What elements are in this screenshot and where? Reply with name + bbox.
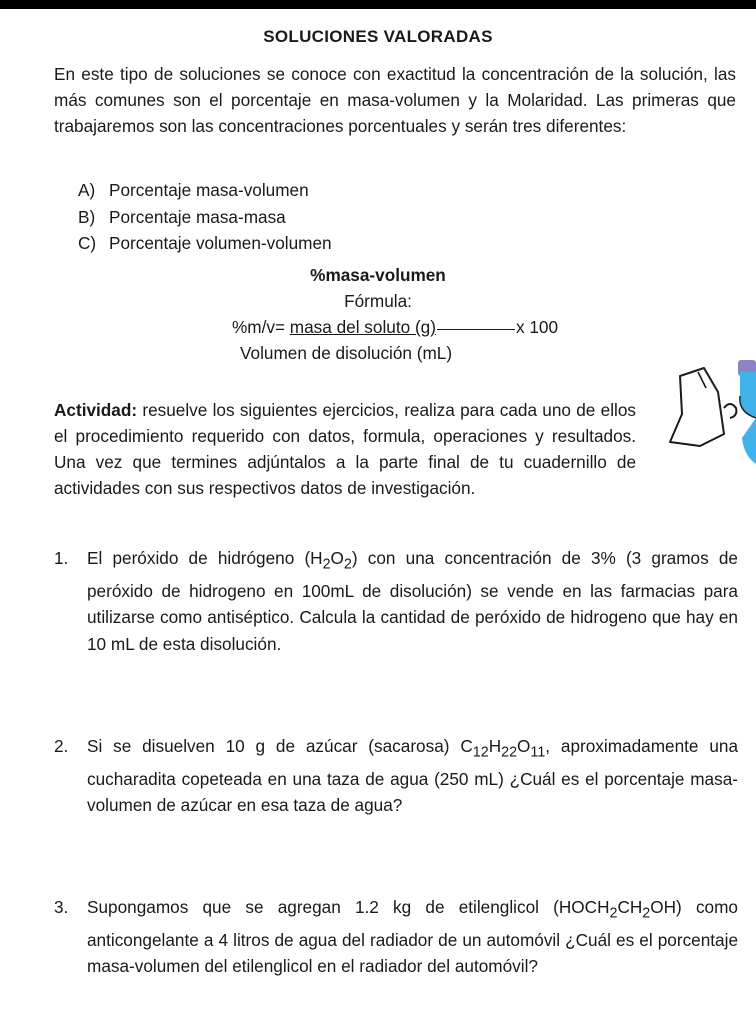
question-text: El peróxido de hidrógeno $(H_2O_2)$ con una concentración de 3% (3 gramos de peróxido de hidrogeno en 100mL de disolución) se vende en las farmacias para utilizarse como antiséptico. Calcula la cantidad de peróxido de hidrogeno que hay en 10 mL de esta disolución. (87, 548, 738, 654)
formula-heading: %masa-volumen (310, 265, 446, 285)
formula-numerator: masa del soluto (g) (289, 317, 436, 337)
activity-paragraph (54, 397, 636, 501)
list-item (78, 204, 332, 231)
question-number: 2. (54, 736, 69, 756)
formula-line (232, 317, 558, 338)
question-1 (54, 545, 738, 657)
question-number: 1. (54, 548, 69, 568)
list-item-label: Porcentaje masa-masa (109, 206, 286, 227)
list-item (78, 177, 332, 204)
intro-paragraph: En este tipo de soluciones se conoce con exactitud la concentración de la solución, las más comunes son el porcentaje en masa-volumen y la Molaridad. Las primeras que trabajaremos son las concentraciones porcentuales y serán tres diferentes: (54, 64, 736, 136)
list-item-label: Porcentaje volumen-volumen (109, 233, 332, 253)
page-title: SOLUCIONES VALORADAS (263, 27, 493, 46)
formula-denominator: Volumen de disolución (mL) (240, 343, 453, 363)
list-item-letter: B) (78, 206, 96, 227)
top-black-bar (0, 0, 756, 9)
formula-label: Fórmula: (344, 291, 412, 311)
list-item (78, 230, 332, 257)
formula-lhs: %m/v= (232, 317, 286, 337)
lab-flask-illustration (640, 352, 756, 472)
list-item-label: Porcentaje masa-volumen (109, 180, 309, 200)
fraction-line (437, 329, 515, 330)
list-item-letter: C) (78, 233, 97, 253)
activity-label: Actividad: (54, 400, 138, 420)
question-3 (54, 894, 738, 980)
activity-text: resuelve los siguientes ejercicios, realiza para cada uno de ellos el procedimiento requerido con datos, formula, operaciones y resultados. Una vez que termines adjúntalos a la parte final de tu cuadernillo de actividades con sus respectivos datos de investigación. (54, 400, 636, 498)
list-item-letter: A) (78, 180, 96, 200)
concentration-types-list (78, 177, 332, 257)
formula-factor: x 100 (515, 317, 559, 337)
question-text: Supongamos que se agregan 1.2 kg de etilenglicol $(HOCH_2CH_2OH)$ como anticongelante a 4 litros de agua del radiador de un automóvil ¿Cuál es el porcentaje masa-volumen del etilenglicol en el radiador del automóvil? (87, 897, 738, 977)
question-text: Si se disuelven 10 g de azúcar (sacarosa) $C_{12}H_{22}O_{11}$, aproximadamente una cucharadita copeteada en una taza de agua (250 mL) ¿Cuál es el porcentaje masa-volumen de azúcar en esa taza de agua? (87, 736, 738, 816)
question-number: 3. (54, 897, 69, 917)
question-2 (54, 733, 738, 819)
